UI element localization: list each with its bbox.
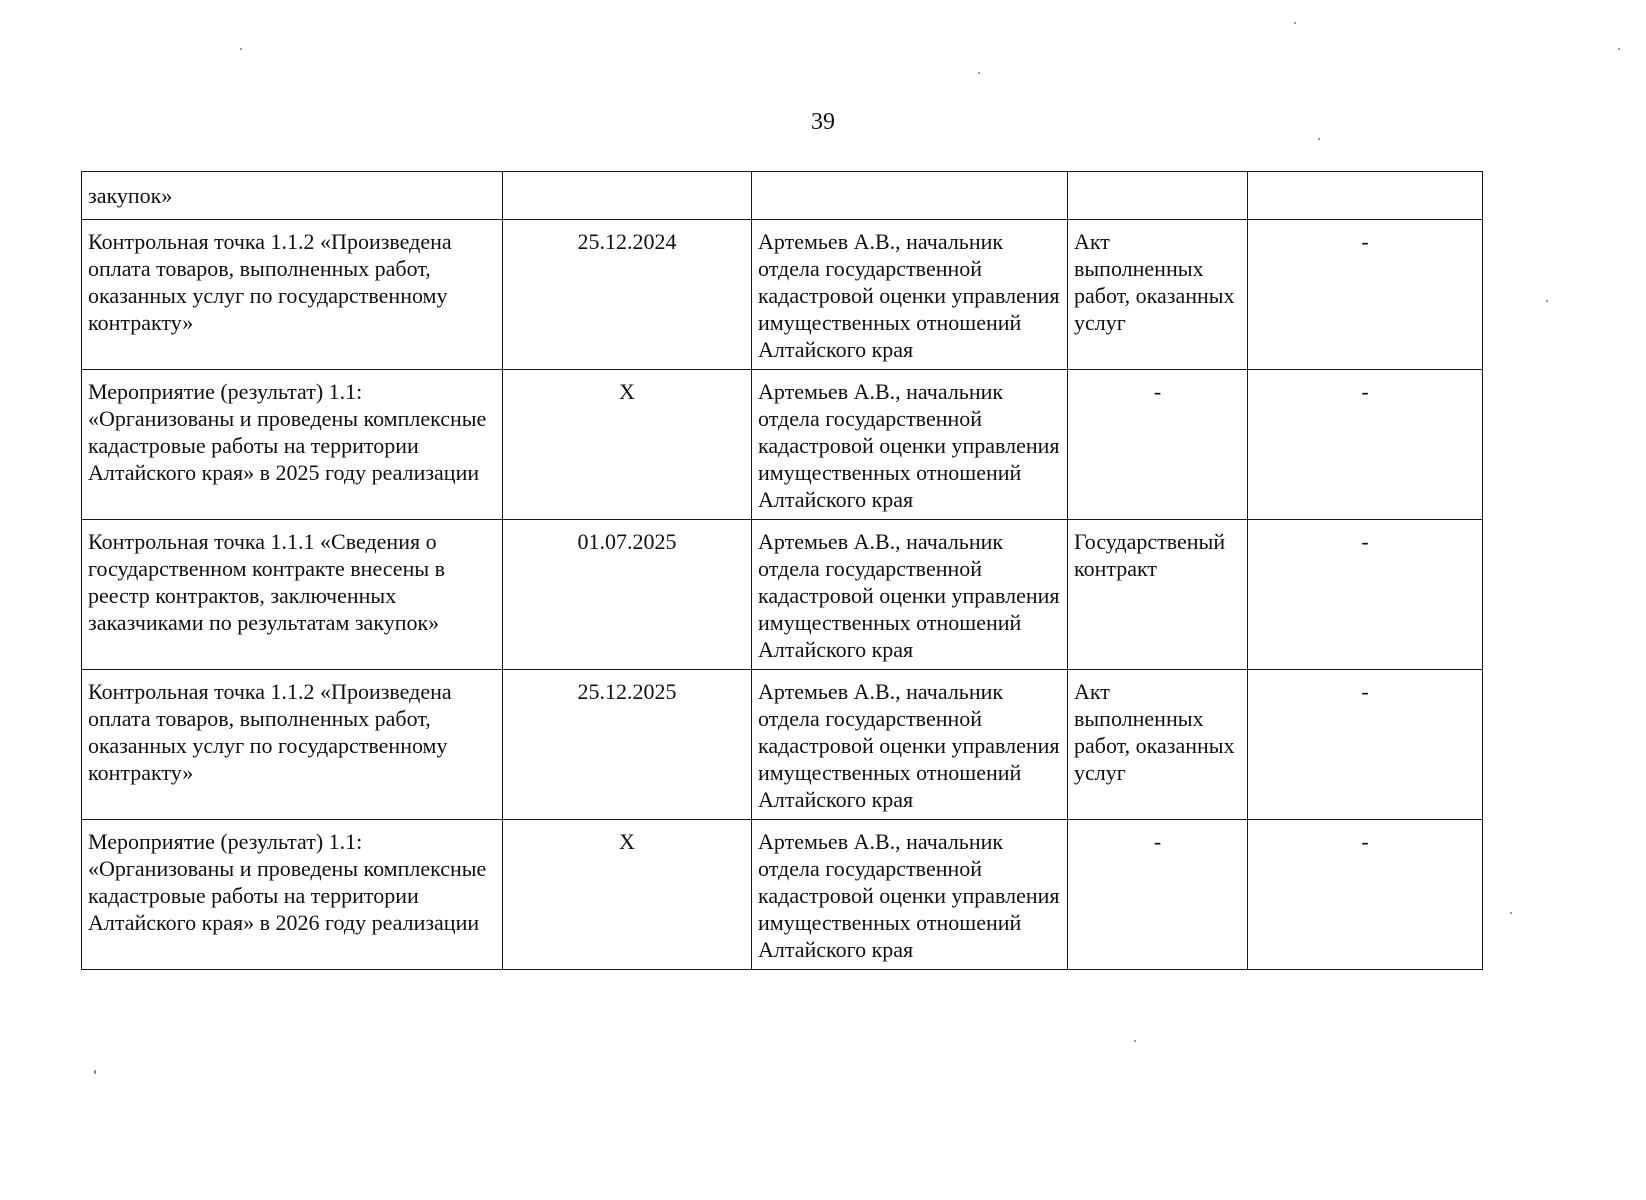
table-row <box>82 670 1483 820</box>
task-name-cell: Контрольная точка 1.1.1 «Сведения о государственном контракте внесены в реестр контрактов, заключенных заказчиками по результатам закупок» <box>82 520 503 670</box>
task-name-cell: Мероприятие (результат) 1.1: «Организованы и проведены комплексные кадастровые работы на территории Алтайского края» в 2026 году реализации <box>82 820 503 970</box>
deadline-cell: X <box>503 820 752 970</box>
plan-table <box>81 171 1483 970</box>
page-number: 39 <box>811 109 835 135</box>
document-cell: - <box>1068 370 1248 520</box>
deadline-cell: 25.12.2024 <box>503 220 752 370</box>
scan-speck <box>240 48 242 50</box>
document-cell: Акт выполненных работ, оказанных услуг <box>1068 220 1248 370</box>
scan-speck <box>94 1070 96 1074</box>
scan-speck <box>1618 48 1620 50</box>
deadline-cell: 25.12.2025 <box>503 670 752 820</box>
responsible-cell: Артемьев А.В., начальник отдела государственной кадастровой оценки управления имущественных отношений Алтайского края <box>752 670 1068 820</box>
scan-speck <box>1134 1040 1136 1042</box>
responsible-cell: Артемьев А.В., начальник отдела государственной кадастровой оценки управления имущественных отношений Алтайского края <box>752 820 1068 970</box>
note-cell: - <box>1248 370 1483 520</box>
scan-speck <box>1318 138 1320 140</box>
table-row <box>82 820 1483 970</box>
table-row <box>82 172 1483 220</box>
document-cell <box>1068 172 1248 220</box>
note-cell: - <box>1248 820 1483 970</box>
note-cell: - <box>1248 670 1483 820</box>
responsible-cell <box>752 172 1068 220</box>
deadline-cell: 01.07.2025 <box>503 520 752 670</box>
deadline-cell <box>503 172 752 220</box>
task-name-cell: Контрольная точка 1.1.2 «Произведена оплата товаров, выполненных работ, оказанных услуг по государственному контракту» <box>82 670 503 820</box>
responsible-cell: Артемьев А.В., начальник отдела государственной кадастровой оценки управления имущественных отношений Алтайского края <box>752 520 1068 670</box>
note-cell: - <box>1248 220 1483 370</box>
table-row <box>82 370 1483 520</box>
document-cell: - <box>1068 820 1248 970</box>
responsible-cell: Артемьев А.В., начальник отдела государственной кадастровой оценки управления имущественных отношений Алтайского края <box>752 220 1068 370</box>
task-name-cell: Контрольная точка 1.1.2 «Произведена оплата товаров, выполненных работ, оказанных услуг по государственному контракту» <box>82 220 503 370</box>
table-row <box>82 220 1483 370</box>
table-row <box>82 520 1483 670</box>
deadline-cell: X <box>503 370 752 520</box>
note-cell <box>1248 172 1483 220</box>
document-cell: Акт выполненных работ, оказанных услуг <box>1068 670 1248 820</box>
task-name-cell: закупок» <box>82 172 503 220</box>
scan-speck <box>1546 300 1548 302</box>
note-cell: - <box>1248 520 1483 670</box>
scan-speck <box>1510 912 1512 914</box>
document-cell: Государственый контракт <box>1068 520 1248 670</box>
scan-speck <box>978 72 980 74</box>
scan-speck <box>1294 22 1296 24</box>
task-name-cell: Мероприятие (результат) 1.1: «Организованы и проведены комплексные кадастровые работы на территории Алтайского края» в 2025 году реализации <box>82 370 503 520</box>
responsible-cell: Артемьев А.В., начальник отдела государственной кадастровой оценки управления имущественных отношений Алтайского края <box>752 370 1068 520</box>
